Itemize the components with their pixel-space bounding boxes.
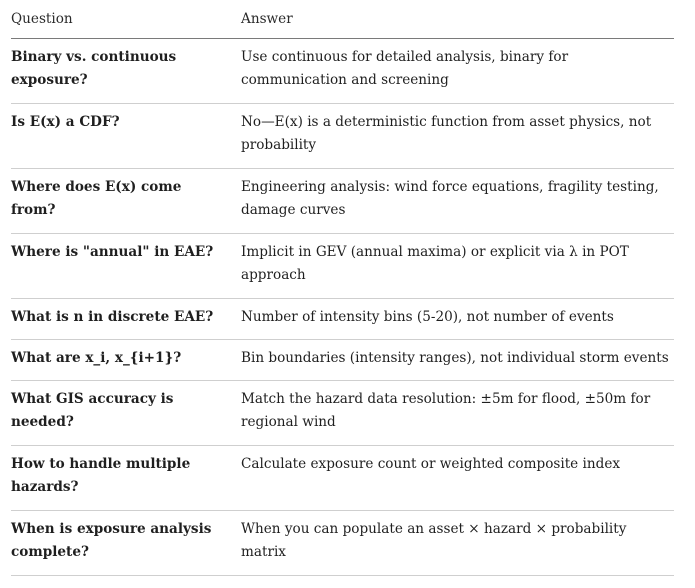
question-cell: How to handle multiple hazards? (11, 446, 241, 511)
question-cell: Where does E(x) come from? (11, 169, 241, 234)
question-cell: What are x_i, x_{i+1}? (11, 340, 241, 381)
header-answer: Answer (241, 0, 674, 39)
table-row (11, 340, 674, 381)
table-row (11, 446, 674, 511)
answer-cell: When you can populate an asset × hazard × probability matrix (241, 511, 674, 576)
question-cell: When is exposure analysis complete? (11, 511, 241, 576)
question-cell: Where is "annual" in EAE? (11, 234, 241, 299)
table-row (11, 234, 674, 299)
header-question: Question (11, 0, 241, 39)
table-row (11, 169, 674, 234)
qa-table (11, 0, 674, 576)
question-cell: Is E(x) a CDF? (11, 104, 241, 169)
answer-cell: Use continuous for detailed analysis, binary for communication and screening (241, 39, 674, 104)
answer-cell: Bin boundaries (intensity ranges), not individual storm events (241, 340, 674, 381)
answer-cell: Match the hazard data resolution: ±5m for flood, ±50m for regional wind (241, 381, 674, 446)
question-cell: What GIS accuracy is needed? (11, 381, 241, 446)
table-row (11, 104, 674, 169)
table-row (11, 39, 674, 104)
answer-cell: Number of intensity bins (5-20), not number of events (241, 299, 674, 340)
answer-cell: Implicit in GEV (annual maxima) or explicit via λ in POT approach (241, 234, 674, 299)
table-row (11, 381, 674, 446)
table-row (11, 299, 674, 340)
header-row (11, 0, 674, 39)
answer-cell: No—E(x) is a deterministic function from asset physics, not probability (241, 104, 674, 169)
question-cell: What is n in discrete EAE? (11, 299, 241, 340)
answer-cell: Engineering analysis: wind force equations, fragility testing, damage curves (241, 169, 674, 234)
table-row (11, 511, 674, 576)
answer-cell: Calculate exposure count or weighted composite index (241, 446, 674, 511)
question-cell: Binary vs. continuous exposure? (11, 39, 241, 104)
